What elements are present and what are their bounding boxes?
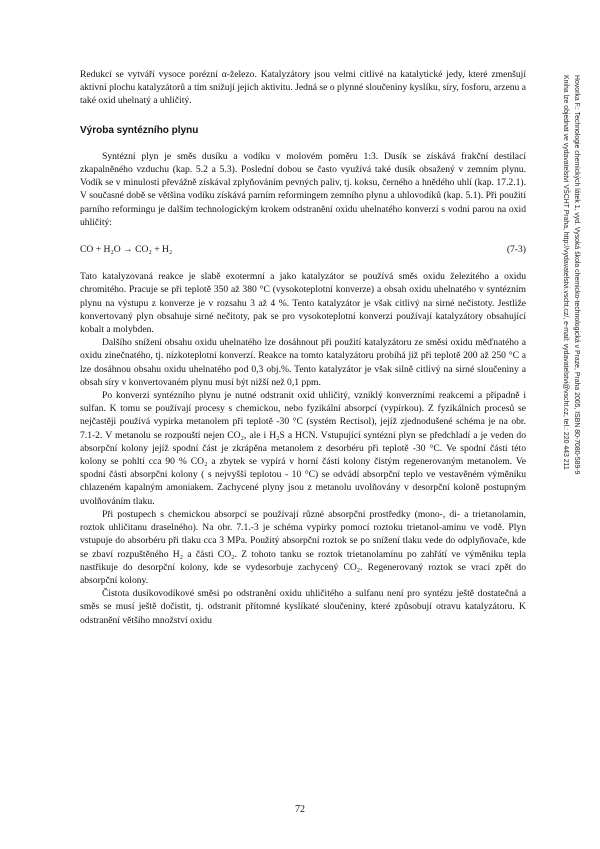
paragraph-co2-removal: Po konverzi syntézního plynu je nutné odstranit oxid uhličitý, vzniklý konverzními reakcemi a případně i sulfan. K tomu se používají procesy s chemickou, nebo fyzikální absorpcí (vypírkou). Z fyzikálních procesů se nejčastěji používá vypírka metanolem při teplotě -30 °C (systém Rectisol), jejíž zjednodušené schéma je na obr. 7.1-2. V metanolu se rozpouští nejen CO₂, ale i H₂S a HCN. Vstupující syntézní plyn se předchladí a je veden do absorpční kolony jejíž spodní část je zkrápěna metanolem z desorbéru při teplotě -30 °C. Ve spodní části této kolony se pohltí cca 90 % CO₂ a zbytek se vypírá v horní části kolony čistým regenerovaným metanolem. Ve spodní části absorpční kolony ( s nejvyšší teplotou - 10 °C) se odvádí absorpční teplo ve vestavěném výměníku chlazeném kapalným amoniakem. Zachycené plyny jsou z metanolu uvolňovány v desorpční koloně postupným uvolňováním tlaku. [80,390,526,507]
equation-7-3 [80,243,526,256]
paragraph-low-temp-conversion: Dalšího snížení obsahu oxidu uhelnatého lze dosáhnout při použití katalyzátoru ze směsi oxidu měďnatého a oxidu zinečnatého, tj. nízkoteplotní konverzí. Reakce na tomto katalyzátoru probíhá již při teplotě 200 až 250 °C a lze dosáhnou obsahu oxidu uhelnatého pod 0,3 obj.%. Tento katalyzátor je však silně citlivý na sirné sloučeniny a obsah síry v konvertovaném plynu musí být nižší než 0,1 ppm. [80,337,526,388]
side-note-order-info: Kniha lze objednat ve vydavatelství VŠCHT Praha, http://vydavatelstvi.vscht.cz/, e-mail: vydavatelstvi@vscht.cz, tel.: 220 443 211 [562,75,569,470]
paragraph-purity: Čistota dusíkovodíkové směsi po odstranění oxidu uhličitého a sulfanu není pro syntézu ještě dostatečná a směs se musí ještě dočistit, tj. odstranit přítomné kyslíkaté sloučeniny, které způsobují otravu katalyzátoru. K odstranění většího množství oxidu [80,588,526,626]
equation-number: (7-3) [506,244,526,256]
page-body [80,68,526,627]
equation-text: CO + H₂O → CO₂ + H₂ [80,244,173,256]
paragraph-intro: Redukcí se vytváří vysoce porézní α-železo. Katalyzátory jsou velmi citlivé na katalytické jedy, které zmenšují aktivní plochu katalyzátorů a tím snižují jejich aktivitu. Jedná se o plynné sloučeniny kyslíku, síry, fosforu, arzenu a také oxid uhelnatý a uhličitý. [80,69,526,107]
page-number: 72 [295,804,305,815]
paragraph-high-temp-conversion: Tato katalyzovaná reakce je slabě exotermní a jako katalyzátor se používá směs oxidu železitého a oxidu chromitého. Pracuje se při teplotě 350 až 380 °C (vysokoteplotní konverze) a obsah oxidu uhelnatého v syntézním plynu na výstupu z konverze je v rozsahu 3 až 4 %. Tento katalyzátor je však citlivý na sirné nečistoty. Jestliže konvertovaný plyn obsahuje sirné nečitoty, pak se pro vysokoteplotní konverzi používají katalyzátory obsahující kobalt a molybden. [80,271,526,336]
side-note-citation: Hovorka F.: Technologie chemických látek 1, vyd. Vysoká škola chemicko-technologická v Praze, Praha 2005, ISBN 80-7080-589-9 [573,75,580,475]
section-heading: Výroba syntézního plynu [80,124,199,136]
paragraph-chemical-absorption: Při postupech s chemickou absorpcí se používají různé absorpční prostředky (mono-, di- a trietanolamin, roztok uhličitanu draselného). Na obr. 7.1.-3 je schéma vypírky pomocí roztoku trietanol-amínu ve vodě. Plyn vstupuje do absorbéru při tlaku cca 3 MPa. Použitý absorpční roztok se po snížení tlaku vede do odplyňovače, kde se zbaví rozpuštěného H₂ a části CO₂. Z tohoto tanku se roztok trietanolamínu po zahřátí ve výměníku tepla nastřikuje do desorpční kolony, kde se vydesorbuje zachycený CO₂. Regenerovaný roztok se vrací zpět do absorpční kolony. [80,508,526,586]
paragraph-synthesis-gas: Syntézní plyn je směs dusíku a vodíku v molovém poměru 1:3. Dusík se získává frakční destilací zkapalněného vzduchu (kap. 5.2 a 5.3). Poslední dobou se často využívá také dusík obsažený v zemním plynu. Vodík se v minulosti převážně získával zplyňováním pevných paliv, tj. koksu, černého a hnědého uhlí (kap. 17.2.1). V současné době se většina vodíku získává parním reformingem zemního plynu a uhlovodíků (kap. 5.1). Při použití parního reformingu je dalším technologickým krokem odstranění oxidu uhelnatého konverzí s vodní parou na oxid uhličitý: [80,150,526,228]
side-note [552,75,582,715]
